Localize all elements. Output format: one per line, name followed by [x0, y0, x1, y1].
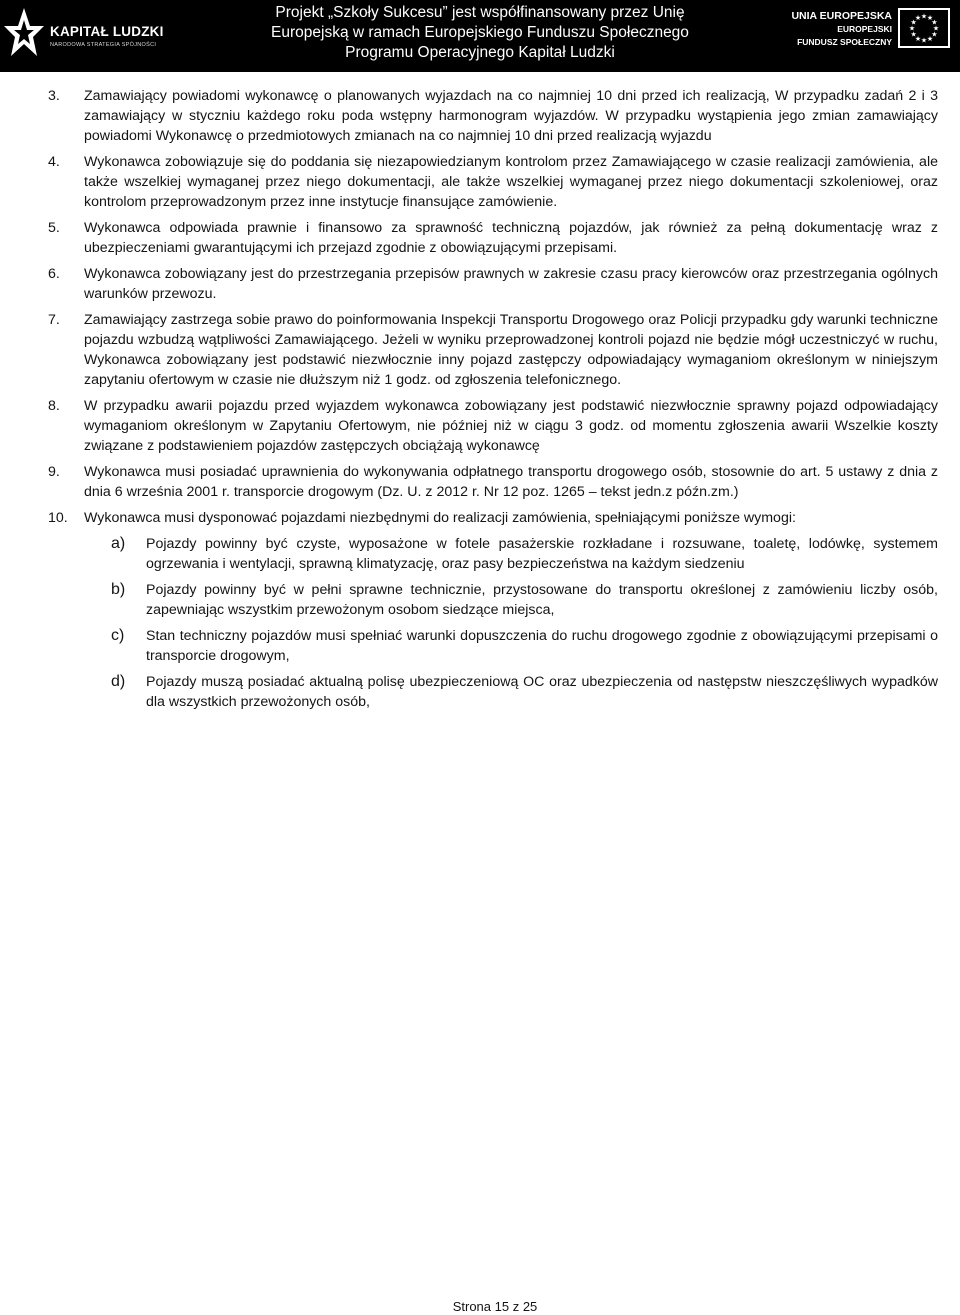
sub-list-item	[48, 534, 938, 574]
item-text: Wykonawca zobowiązuje się do poddania się niezapowiedzianym kontrolom przez Zamawiającego w czasie realizacji zamówienia, ale także wszelkiej wymaganej przez niego dokumentacji, ale także wszelkiej wymaganej przez niego dokumentacji szkoleniowej, oraz kontrolom przeprowadzonym przez inne instytucje finansujące zamówienie.	[84, 154, 938, 210]
list-item	[48, 86, 938, 146]
kapital-ludzki-title: KAPITAŁ LUDZKI	[50, 24, 164, 39]
eu-logo-line-1: UNIA EUROPEJSKA	[791, 10, 892, 22]
eu-logo	[770, 8, 950, 58]
item-text: Zamawiający zastrzega sobie prawo do poinformowania Inspekcji Transportu Drogowego oraz Policji przypadku gdy warunki techniczne pojazdu wzbudzą wątpliwości Zamawiającego. Jeżeli w wyniku przeprowadzonej kontroli pojazd nie będzie mógł uczestniczyć w ruchu, Wykonawca zobowiązany jest podstawić niezwłocznie inny pojazd zastępczy odpowiadający wymaganiom określonym w niniejszym zapytaniu ofertowym w czasie nie dłuższym niż 1 godz. od zgłoszenia telefonicznego.	[84, 312, 938, 388]
list-item	[48, 396, 938, 456]
eu-logo-line-3: FUNDUSZ SPOŁECZNY	[797, 37, 892, 47]
eu-star-icon: ★	[931, 31, 938, 39]
sub-item-letter: d)	[111, 673, 126, 690]
list-item	[48, 310, 938, 390]
sub-item-text: Pojazdy muszą posiadać aktualną polisę ubezpieczeniową OC oraz ubezpieczenia od następstw nieszczęśliwych wypadków dla wszystkich przewożonych osób,	[146, 674, 938, 710]
list-item	[48, 462, 938, 502]
eu-logo-line-2: EUROPEJSKI	[837, 24, 892, 34]
eu-star-icon: ★	[910, 19, 917, 27]
eu-star-icon: ★	[926, 15, 934, 23]
item-number: 4.	[48, 154, 60, 170]
item-text: Wykonawca musi posiadać uprawnienia do wykonywania odpłatnego transportu drogowego osób, stosownie do art. 5 ustawy z dnia z dnia 6 września 2001 r. transporcie drogowym (Dz. U. z 2012 r. Nr 12 poz. 1265 – tekst jedn.z późn.zm.)	[84, 464, 938, 500]
item-text: Wykonawca zobowiązany jest do przestrzegania przepisów prawnych w zakresie czasu pracy kierowców oraz przestrzegania ogólnych warunków przewozu.	[84, 266, 938, 302]
page-number: Strona 15 z 25	[452, 1299, 538, 1314]
project-line-1: Projekt „Szkoły Sukcesu” jest współfinansowany przez Unię	[275, 4, 685, 21]
item-text: Wykonawca odpowiada prawnie i finansowo za sprawność techniczną pojazdów, jak również za pełną dokumentację wraz z ubezpieczeniami gwarantującymi ich przejazd zgodnie z obowiązującymi przepisami.	[84, 220, 938, 256]
eu-star-icon: ★	[920, 13, 928, 21]
item-number: 7.	[48, 312, 60, 328]
item-number: 10.	[48, 510, 68, 526]
item-text: Zamawiający powiadomi wykonawcę o planowanych wyjazdach na co najmniej 10 dni przed ich realizacją, W przypadku zadań 2 i 3 zamawiający w styczniu każdego roku poda wstępny harmonogram wyjazdów. W przypadku wystąpienia jego zmian zamawiający powiadomi Wykonawcę o przedmiotowych zmianach na co najmniej 10 dni przed realizacją wyjazdu	[84, 88, 938, 144]
sub-list-item	[48, 672, 938, 712]
eu-logo-text	[791, 10, 892, 49]
item-number: 9.	[48, 464, 60, 480]
item-number: 8.	[48, 398, 60, 414]
sub-item-text: Pojazdy powinny być w pełni sprawne technicznie, przystosowane do transportu określonej z zamówieniu liczby osób, zapewniając wszystkim przewożonym osobom siedzące miejsca,	[146, 582, 938, 618]
item-number: 3.	[48, 88, 60, 104]
eu-star-icon: ★	[931, 19, 938, 27]
project-info	[260, 3, 700, 63]
sub-item-letter: a)	[111, 535, 126, 552]
eu-star-icon: ★	[908, 25, 916, 33]
kapital-ludzki-star-icon	[4, 6, 46, 64]
eu-star-icon: ★	[920, 37, 928, 45]
document-body	[48, 86, 938, 718]
eu-star-icon: ★	[914, 15, 922, 23]
project-line-2: Europejską w ramach Europejskiego Funduszu Społecznego	[271, 24, 689, 41]
page-header	[0, 0, 960, 72]
kapital-ludzki-logo	[4, 4, 164, 64]
list-item	[48, 218, 938, 258]
eu-star-icon: ★	[910, 31, 917, 39]
eu-star-icon: ★	[932, 25, 940, 33]
sub-list-item	[48, 626, 938, 666]
eu-flag-icon	[898, 8, 950, 48]
item-number: 6.	[48, 266, 60, 282]
item-number: 5.	[48, 220, 60, 236]
sub-item-letter: c)	[111, 627, 125, 644]
list-item	[48, 508, 938, 528]
sub-item-text: Pojazdy powinny być czyste, wyposażone w fotele pasażerskie rozkładane i rozsuwane, toaletę, lodówkę, systemem ogrzewania i wentylacji, sprawną klimatyzację, oraz pasy bezpieczeństwa na każdym siedzeniu	[146, 536, 938, 572]
sub-item-letter: b)	[111, 581, 126, 598]
kapital-ludzki-subtitle: NARODOWA STRATEGIA SPÓJNOŚCI	[50, 42, 157, 48]
eu-star-icon: ★	[926, 35, 934, 43]
project-line-3: Programu Operacyjnego Kapitał Ludzki	[345, 44, 615, 61]
item-text: Wykonawca musi dysponować pojazdami niezbędnymi do realizacji zamówienia, spełniającymi poniższe wymogi:	[84, 510, 796, 526]
eu-star-icon: ★	[914, 35, 922, 43]
sub-item-text: Stan techniczny pojazdów musi spełniać warunki dopuszczenia do ruchu drogowego zgodnie z obowiązującymi przepisami o transporcie drogowym,	[146, 628, 938, 664]
item-text: W przypadku awarii pojazdu przed wyjazdem wykonawca zobowiązany jest podstawić niezwłocznie sprawny pojazd odpowiadający wymaganiom określonym w Zapytaniu Ofertowym, nie później niż w ciągu 3 godz. od momentu zgłoszenia awarii Wszelkie koszty związane z podstawieniem pojazdów zastępczych obciążają wykonawcę	[84, 398, 938, 454]
sub-list-item	[48, 580, 938, 620]
list-item	[48, 264, 938, 304]
list-item	[48, 152, 938, 212]
